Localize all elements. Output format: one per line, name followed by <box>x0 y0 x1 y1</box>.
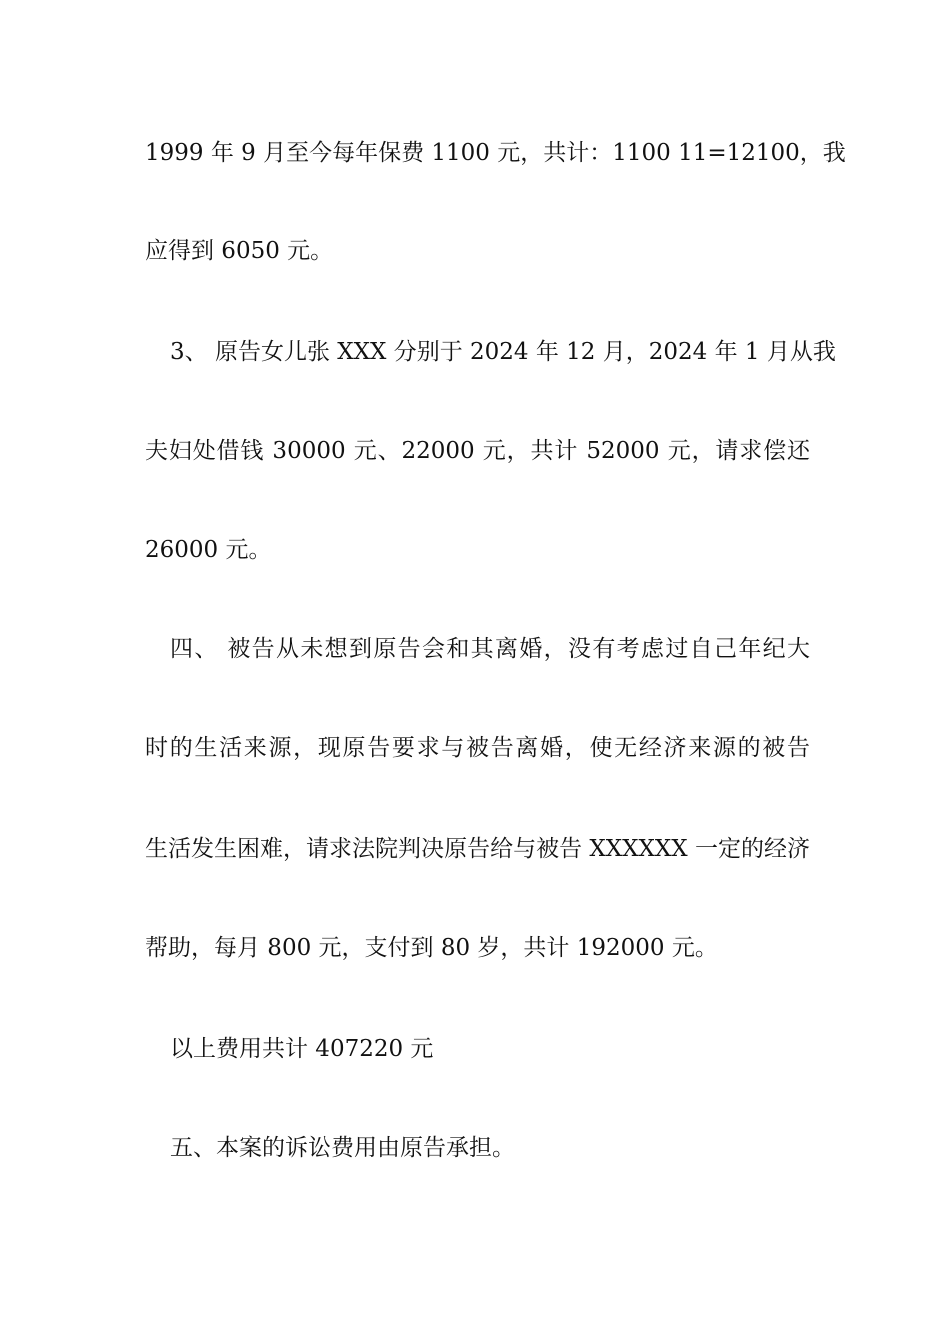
text-line-9: 帮助，每月 800 元，支付到 80 岁，共计 192000 元。 <box>145 935 718 961</box>
text-line-3: 3、 原告女儿张 XXX 分别于 2024 年 12 月，2024 年 1 月从我 <box>170 339 836 365</box>
text-line-5: 26000 元。 <box>145 537 272 563</box>
text-line-1: 1999 年 9 月至今每年保费 1100 元，共计：1100 11=12100，我 <box>145 140 846 166</box>
text-line-8: 生活发生困难，请求法院判决原告给与被告 XXXXXX 一定的经济 <box>145 836 810 862</box>
text-line-7: 时的生活来源，现原告要求与被告离婚，使无经济来源的被告 <box>145 735 810 761</box>
text-line-2: 应得到 6050 元。 <box>145 238 334 264</box>
text-line-10: 以上费用共计 407220 元 <box>170 1036 434 1062</box>
text-line-6: 四、 被告从未想到原告会和其离婚，没有考虑过自己年纪大 <box>170 636 810 662</box>
text-line-4: 夫妇处借钱 30000 元、22000 元，共计 52000 元，请求偿还 <box>145 438 810 464</box>
text-line-11: 五、本案的诉讼费用由原告承担。 <box>170 1135 515 1161</box>
